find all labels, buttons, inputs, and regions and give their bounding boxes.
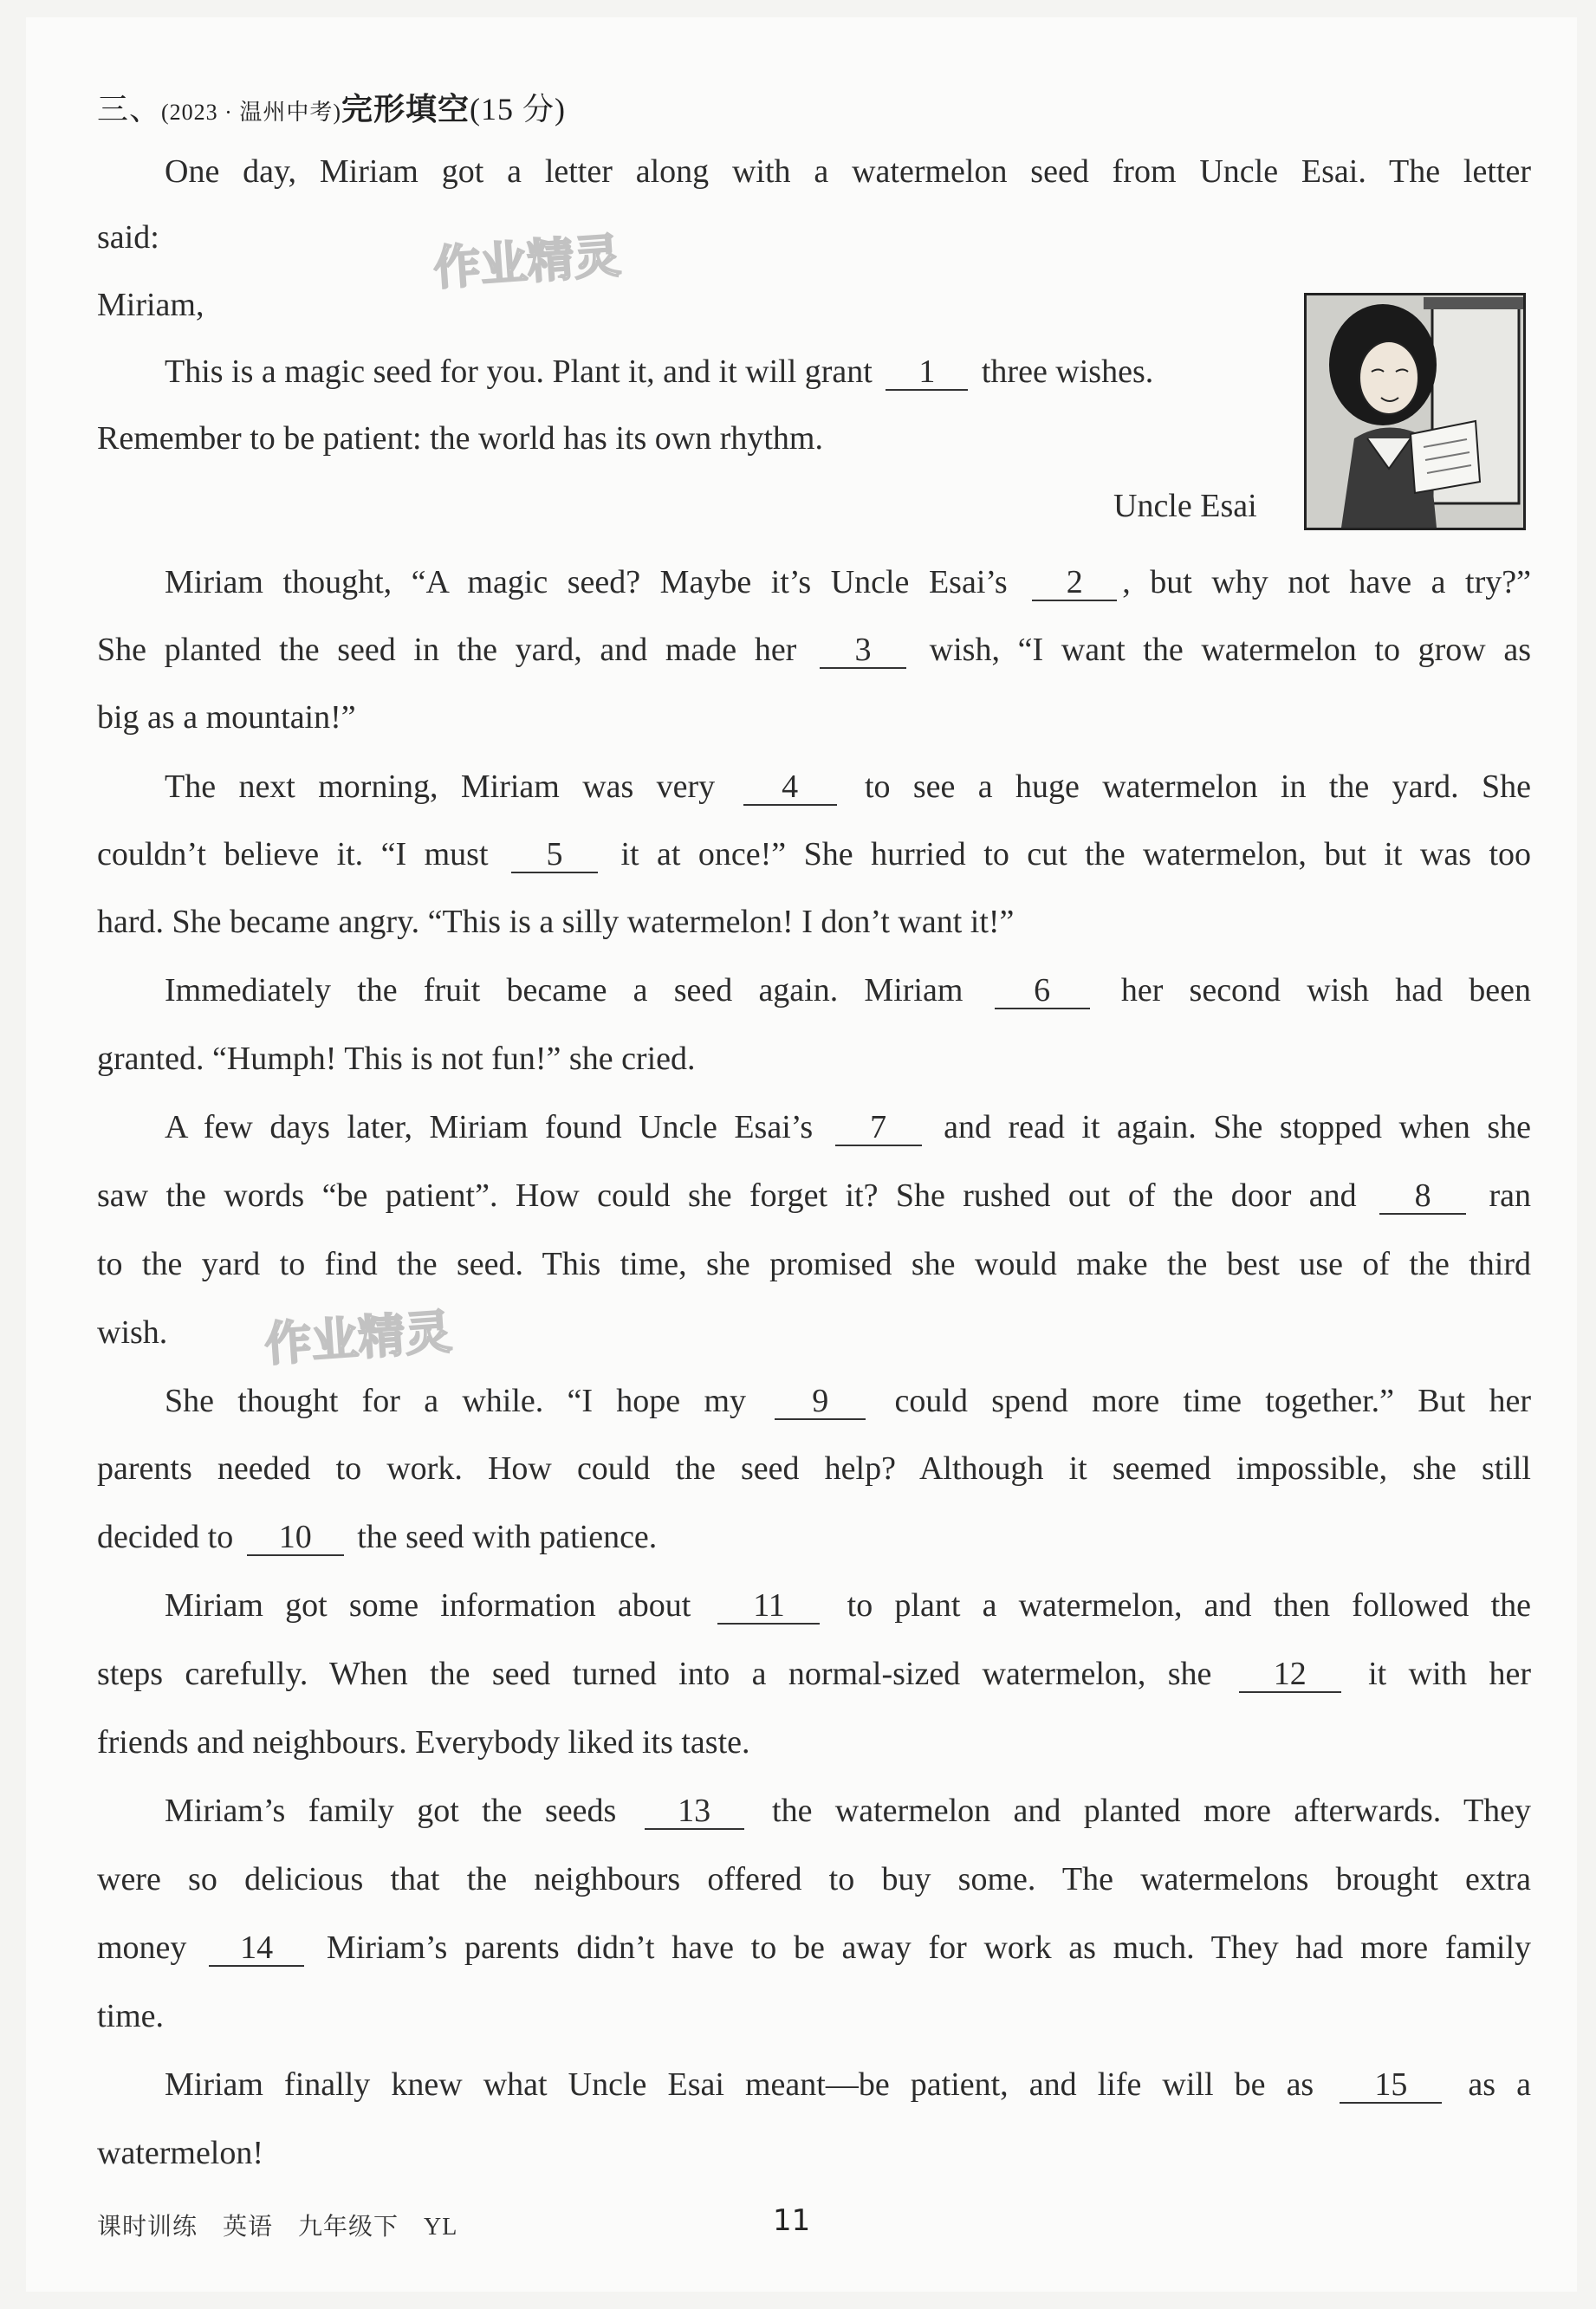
text-line: big as a mountain!” [97, 699, 356, 736]
text-line: A few days later, Miriam found Uncle Esai’s 7 and read it again. She stopped when she [165, 1109, 1532, 1145]
text-line: granted. “Humph! This is not fun!” she cried. [97, 1041, 696, 1077]
text-line: Remember to be patient: the world has its own rhythm. [97, 420, 823, 457]
text-line: Miriam’s family got the seeds 13 the watermelon and planted more afterwards. They [165, 1793, 1532, 1829]
answer-blank[interactable]: 6 [995, 973, 1090, 1009]
answer-blank[interactable]: 10 [247, 1520, 344, 1556]
answer-blank[interactable]: 7 [835, 1110, 922, 1146]
text-line: One day, Miriam got a letter along with a watermelon seed from Uncle Esai. The letter [165, 153, 1531, 190]
page-number: 11 [773, 2203, 811, 2238]
text-line: said: [97, 219, 159, 256]
text-line: Miriam finally knew what Uncle Esai meant—be patient, and life will be as 15 as a [165, 2066, 1532, 2103]
answer-blank[interactable]: 2 [1032, 565, 1117, 601]
section-source: (2023 · 温州中考) [161, 100, 341, 125]
text-line: Miriam thought, “A magic seed? Maybe it’s Uncle Esai’s 2 , but why not have a try?” [165, 564, 1531, 600]
text-line: watermelon! [97, 2135, 264, 2171]
text-line: saw the words “be patient”. How could she forget it? She rushed out of the door and 8 ran [97, 1177, 1532, 1214]
text-line: time. [97, 1998, 165, 2034]
text-line: were so delicious that the neighbours offered to buy some. The watermelons brought extra [97, 1861, 1531, 1897]
watermark: 作业精灵 [263, 1304, 454, 1372]
answer-blank[interactable]: 11 [717, 1588, 820, 1625]
answer-blank[interactable]: 12 [1239, 1657, 1341, 1693]
answer-blank[interactable]: 4 [743, 769, 837, 806]
letter-salutation: Miriam, [97, 287, 204, 323]
section-heading [97, 85, 566, 129]
text-line: The next morning, Miriam was very 4 to see a huge watermelon in the yard. She [165, 769, 1532, 805]
answer-blank[interactable]: 3 [820, 632, 906, 669]
answer-blank[interactable]: 9 [775, 1384, 866, 1420]
text-line: to the yard to find the seed. This time, she promised she would make the best use of the third [97, 1246, 1531, 1282]
answer-blank[interactable]: 5 [511, 837, 598, 873]
answer-blank[interactable]: 1 [886, 354, 968, 391]
text-line: She thought for a while. “I hope my 9 could spend more time together.” But her [165, 1383, 1531, 1419]
text-line: steps carefully. When the seed turned into a normal-sized watermelon, she 12 it with her [97, 1656, 1531, 1692]
section-number: 三、 [97, 92, 162, 126]
watermark: 作业精灵 [431, 228, 623, 296]
text-line: She planted the seed in the yard, and made her 3 wish, “I want the watermelon to grow as [97, 632, 1531, 668]
answer-blank[interactable]: 13 [645, 1793, 744, 1830]
illustration-girl-reading-letter [1304, 293, 1526, 530]
section-points: (15 分) [470, 92, 566, 126]
answer-blank[interactable]: 15 [1340, 2067, 1442, 2104]
answer-blank[interactable]: 14 [209, 1930, 304, 1967]
text-line: couldn’t believe it. “I must 5 it at once!” She hurried to cut the watermelon, but it was too [97, 836, 1532, 872]
text-line: Immediately the fruit became a seed again. Miriam 6 her second wish had been [165, 972, 1532, 1009]
text-line: wish. [97, 1314, 168, 1351]
text-line: Miriam got some information about 11 to plant a watermelon, and then followed the [165, 1587, 1531, 1624]
section-title: 完形填空 [341, 92, 470, 126]
text-line: money 14 Miriam’s parents didn’t have to be away for work as much. They had more family [97, 1930, 1532, 1966]
text-line: friends and neighbours. Everybody liked its taste. [97, 1724, 750, 1761]
illustration-drawing [1307, 295, 1523, 528]
letter-signature: Uncle Esai [1113, 488, 1257, 524]
text-line: hard. She became angry. “This is a silly watermelon! I don’t want it!” [97, 904, 1015, 940]
answer-blank[interactable]: 8 [1379, 1178, 1466, 1215]
text-line: decided to 10 the seed with patience. [97, 1519, 658, 1555]
text-line: parents needed to work. How could the seed help? Although it seemed impossible, she still [97, 1450, 1531, 1487]
text-line: This is a magic seed for you. Plant it, and it will grant 1 three wishes. [165, 353, 1154, 390]
footer-book-info: 课时训练 英语 九年级下 YL [97, 2214, 458, 2241]
